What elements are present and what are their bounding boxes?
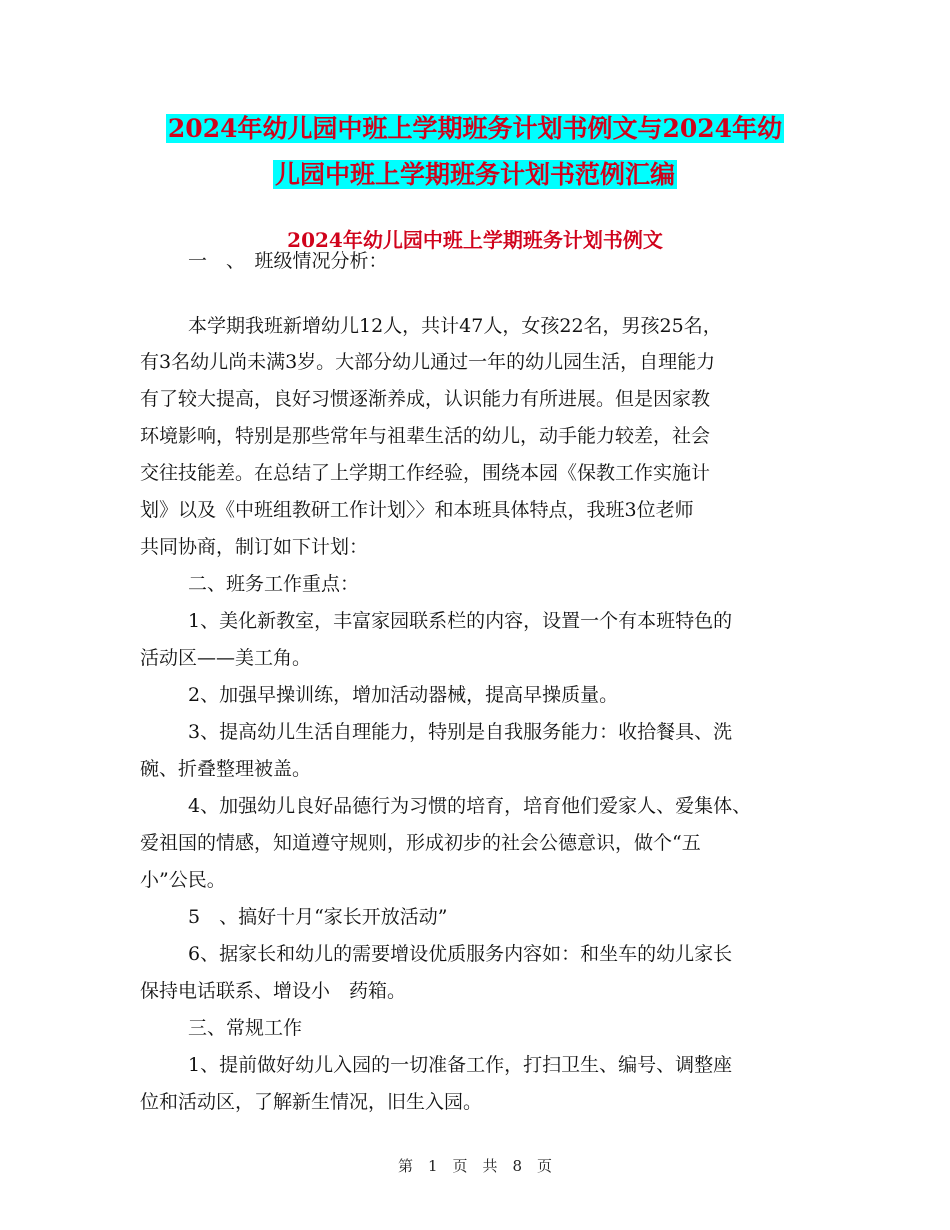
list-item: 3、提高幼儿生活自理能力，特别是自我服务能力：收拾餐具、洗 (188, 721, 733, 743)
paragraph-line: 有3名幼儿尚未满3岁。大部分幼儿通过一年的幼儿园生活，自理能力 (140, 351, 716, 373)
list-item: 6、据家长和幼儿的需要增设优质服务内容如：和坐车的幼儿家长 (188, 943, 733, 965)
list-item-continued: 碗、折叠整理被盖。 (140, 758, 312, 780)
list-item-continued: 爱祖国的情感，知道遵守规则，形成初步的社会公德意识，做个“五 (140, 832, 701, 854)
paragraph-line: 有了较大提高，良好习惯逐渐养成，认识能力有所进展。但是因家教 (140, 388, 711, 410)
list-item: 1、提前做好幼儿入园的一切准备工作，打扫卫生、编号、调整座 (188, 1054, 733, 1076)
list-item: 2、加强早操训练，增加活动器械，提高早操质量。 (188, 684, 619, 706)
title-highlight-2: 儿园中班上学期班务计划书范例汇编 (274, 160, 675, 189)
paragraph-line: 交往技能差。在总结了上学期工作经验，围绕本园《保教工作实施计 (140, 462, 711, 484)
list-item-continued: 活动区——美工角。 (140, 647, 312, 669)
document-title-line-2 (140, 157, 810, 193)
list-item: 5 、搞好十月“家长开放活动” (188, 906, 448, 928)
paragraph-line: 环境影响，特别是那些常年与祖辈生活的幼儿，动手能力较差，社会 (140, 425, 711, 447)
paragraph-line: 本学期我班新增幼儿12人，共计47人，女孩22名，男孩25名， (188, 315, 722, 337)
list-item-continued: 位和活动区，了解新生情况，旧生入园。 (140, 1091, 483, 1113)
paragraph-line: 划》以及《中班组教研工作计划〉〉和本班具体特点，我班3位老师 (140, 499, 694, 521)
section-subtitle: 2024年幼儿园中班上学期班务计划书例文 (287, 228, 663, 252)
paragraph-line: 共同协商，制订如下计划： (140, 536, 369, 558)
document-title-line-1 (140, 111, 810, 147)
heading-class-analysis: 一 、 班级情况分析： (188, 250, 388, 272)
list-item-continued: 小”公民。 (140, 869, 226, 891)
heading-routine-work: 三、常规工作 (188, 1017, 303, 1039)
list-item: 4、加强幼儿良好品德行为习惯的培育，培育他们爱家人、爱集体、 (188, 795, 752, 817)
list-item-continued: 保持电话联系、增设小 药箱。 (140, 980, 407, 1002)
title-highlight-1: 2024年幼儿园中班上学期班务计划书例文与2024年幼 (167, 114, 783, 143)
page-number-footer: 第 1 页 共 8 页 (397, 1157, 553, 1175)
list-item: 1、美化新教室，丰富家园联系栏的内容，设置一个有本班特色的 (188, 610, 733, 632)
heading-key-work: 二、班务工作重点： (188, 573, 360, 595)
